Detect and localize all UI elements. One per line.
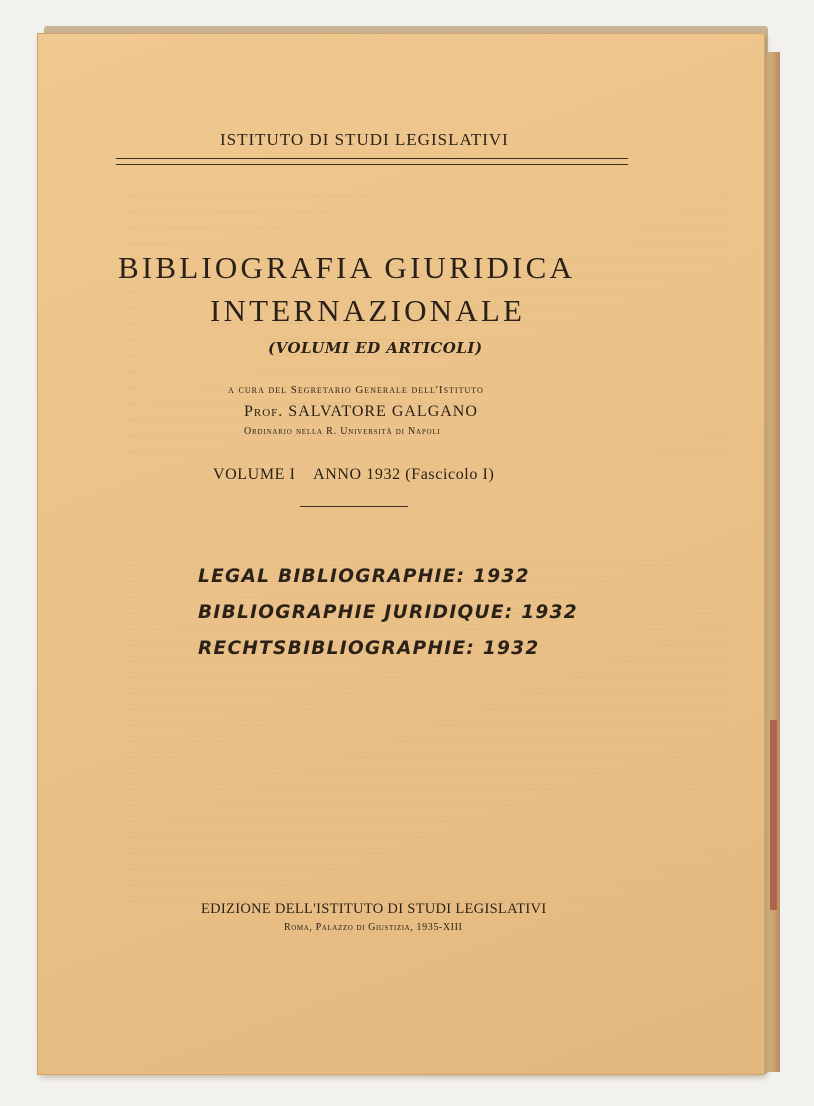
- subtitle: (VOLUMI ED ARTICOLI): [268, 339, 483, 357]
- translated-title-french: BIBLIOGRAPHIE JURIDIQUE: 1932: [198, 602, 578, 623]
- translated-title-german: RECHTSBIBLIOGRAPHIE: 1932: [198, 638, 540, 659]
- book-cover: [38, 34, 764, 1074]
- short-divider: [300, 506, 408, 507]
- title-line-2: INTERNAZIONALE: [210, 293, 526, 328]
- translated-title-english: LEGAL BIBLIOGRAPHIE: 1932: [198, 566, 530, 587]
- publisher-line: EDIZIONE DELL'ISTITUTO DI STUDI LEGISLATIVI: [201, 901, 547, 917]
- curator-role: Ordinario nella R. Università di Napoli: [244, 426, 441, 437]
- title-line-1: BIBLIOGRAFIA GIURIDICA: [118, 250, 576, 285]
- spine-red-mark: [770, 720, 777, 910]
- institute-header: ISTITUTO DI STUDI LEGISLATIVI: [220, 130, 509, 149]
- curator-credit: a cura del Segretario Generale dell'Istituto: [228, 384, 484, 396]
- curator-name: Prof. SALVATORE GALGANO: [244, 403, 478, 420]
- volume-info: VOLUME I ANNO 1932 (Fascicolo I): [213, 466, 495, 483]
- header-double-rule: [116, 158, 628, 165]
- publication-place-date: Roma, Palazzo di Giustizia, 1935-XIII: [284, 922, 463, 933]
